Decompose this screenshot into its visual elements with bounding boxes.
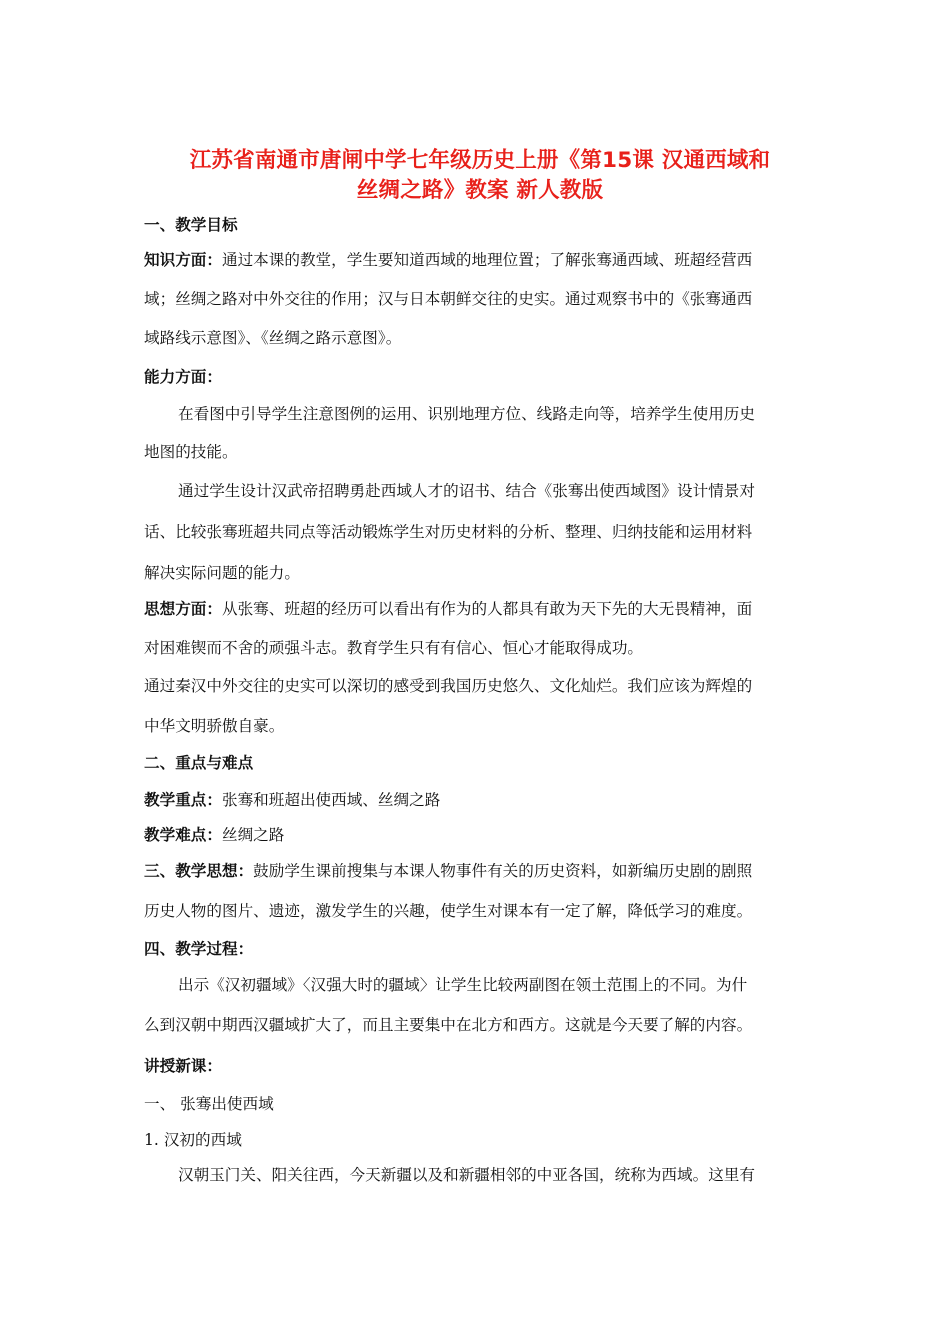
section-heading-objectives: 一、教学目标 (144, 216, 238, 234)
difficulty-label: 教学难点： (144, 826, 222, 844)
lesson-item-1-1: 1. 汉初的西域 (144, 1131, 242, 1149)
key-point-line (144, 789, 816, 811)
section-heading-key-points: 二、重点与难点 (144, 754, 254, 772)
teaching-thought-text-1: 鼓励学生课前搜集与本课人物事件有关的历史资料，如新编历史剧的剧照 (253, 862, 753, 880)
thought-paragraph-line-4: 中华文明骄傲自豪。 (144, 717, 285, 735)
teaching-thought-label: 三、教学思想： (144, 862, 254, 880)
ability-paragraph-1-line-1: 在看图中引导学生注意图例的运用、识别地理方位、线路走向等，培养学生使用历史 (178, 405, 755, 423)
difficulty-text: 丝绸之路 (221, 826, 285, 844)
knowledge-paragraph-line-2: 域；丝绸之路对中外交往的作用；汉与日本朝鲜交往的史实。通过观察书中的《张骞通西 (144, 290, 753, 308)
document-title-line-2: 丝绸之路》教案 新人教版 (356, 178, 604, 203)
teaching-thought-line-2: 历史人物的图片、遗迹，激发学生的兴趣，使学生对课本有一定了解，降低学习的难度。 (144, 902, 753, 920)
thought-paragraph-line-2: 对困难锲而不舍的顽强斗志。教育学生只有有信心、恒心才能取得成功。 (144, 639, 644, 657)
difficulty-line (144, 824, 816, 846)
knowledge-paragraph-line-1 (144, 249, 816, 271)
thought-paragraph-line-1 (144, 598, 816, 620)
knowledge-label: 知识方面： (144, 251, 222, 269)
thought-paragraph-line-3: 通过秦汉中外交往的史实可以深切的感受到我国历史悠久、文化灿烂。我们应该为辉煌的 (144, 677, 753, 695)
key-point-text: 张骞和班超出使西域、丝绸之路 (221, 791, 441, 809)
process-paragraph-line-2: 么到汉朝中期西汉疆域扩大了，而且主要集中在北方和西方。这就是今天要了解的内容。 (144, 1016, 753, 1034)
ability-paragraph-2-line-2: 话、比较张骞班超共同点等活动锻炼学生对历史材料的分析、整理、归纳技能和运用材料 (144, 523, 753, 541)
document-title-line-1: 江苏省南通市唐闸中学七年级历史上册《第15课 汉通西域和 (189, 148, 771, 173)
section-heading-process: 四、教学过程： (144, 940, 254, 958)
ability-label: 能力方面： (144, 368, 222, 386)
teaching-thought-line-1 (144, 860, 816, 882)
lesson-body-line: 汉朝玉门关、阳关往西，今天新疆以及和新疆相邻的中亚各国，统称为西域。这里有 (178, 1166, 755, 1184)
lesson-item-1: 一、 张骞出使西域 (144, 1095, 274, 1113)
process-paragraph-line-1: 出示《汉初疆域》〈汉强大时的疆域〉让学生比较两副图在领土范围上的不同。为什 (178, 976, 748, 994)
ability-paragraph-2-line-3: 解决实际问题的能力。 (144, 564, 300, 582)
ability-paragraph-2-line-1: 通过学生设计汉武帝招聘勇赴西域人才的诏书、结合《张骞出使西域图》设计情景对 (178, 482, 755, 500)
new-lesson-heading: 讲授新课： (144, 1057, 222, 1075)
ability-paragraph-1-line-2: 地图的技能。 (144, 443, 238, 461)
thought-text-1: 从张骞、班超的经历可以看出有作为的人都具有敢为天下先的大无畏精神，面 (221, 600, 753, 618)
thought-label: 思想方面： (144, 600, 222, 618)
key-point-label: 教学重点： (144, 791, 222, 809)
knowledge-paragraph-line-3: 域路线示意图》、《丝绸之路示意图》。 (144, 329, 402, 347)
knowledge-text-1: 通过本课的教堂，学生要知道西域的地理位置；了解张骞通西域、班超经营西 (221, 251, 753, 269)
